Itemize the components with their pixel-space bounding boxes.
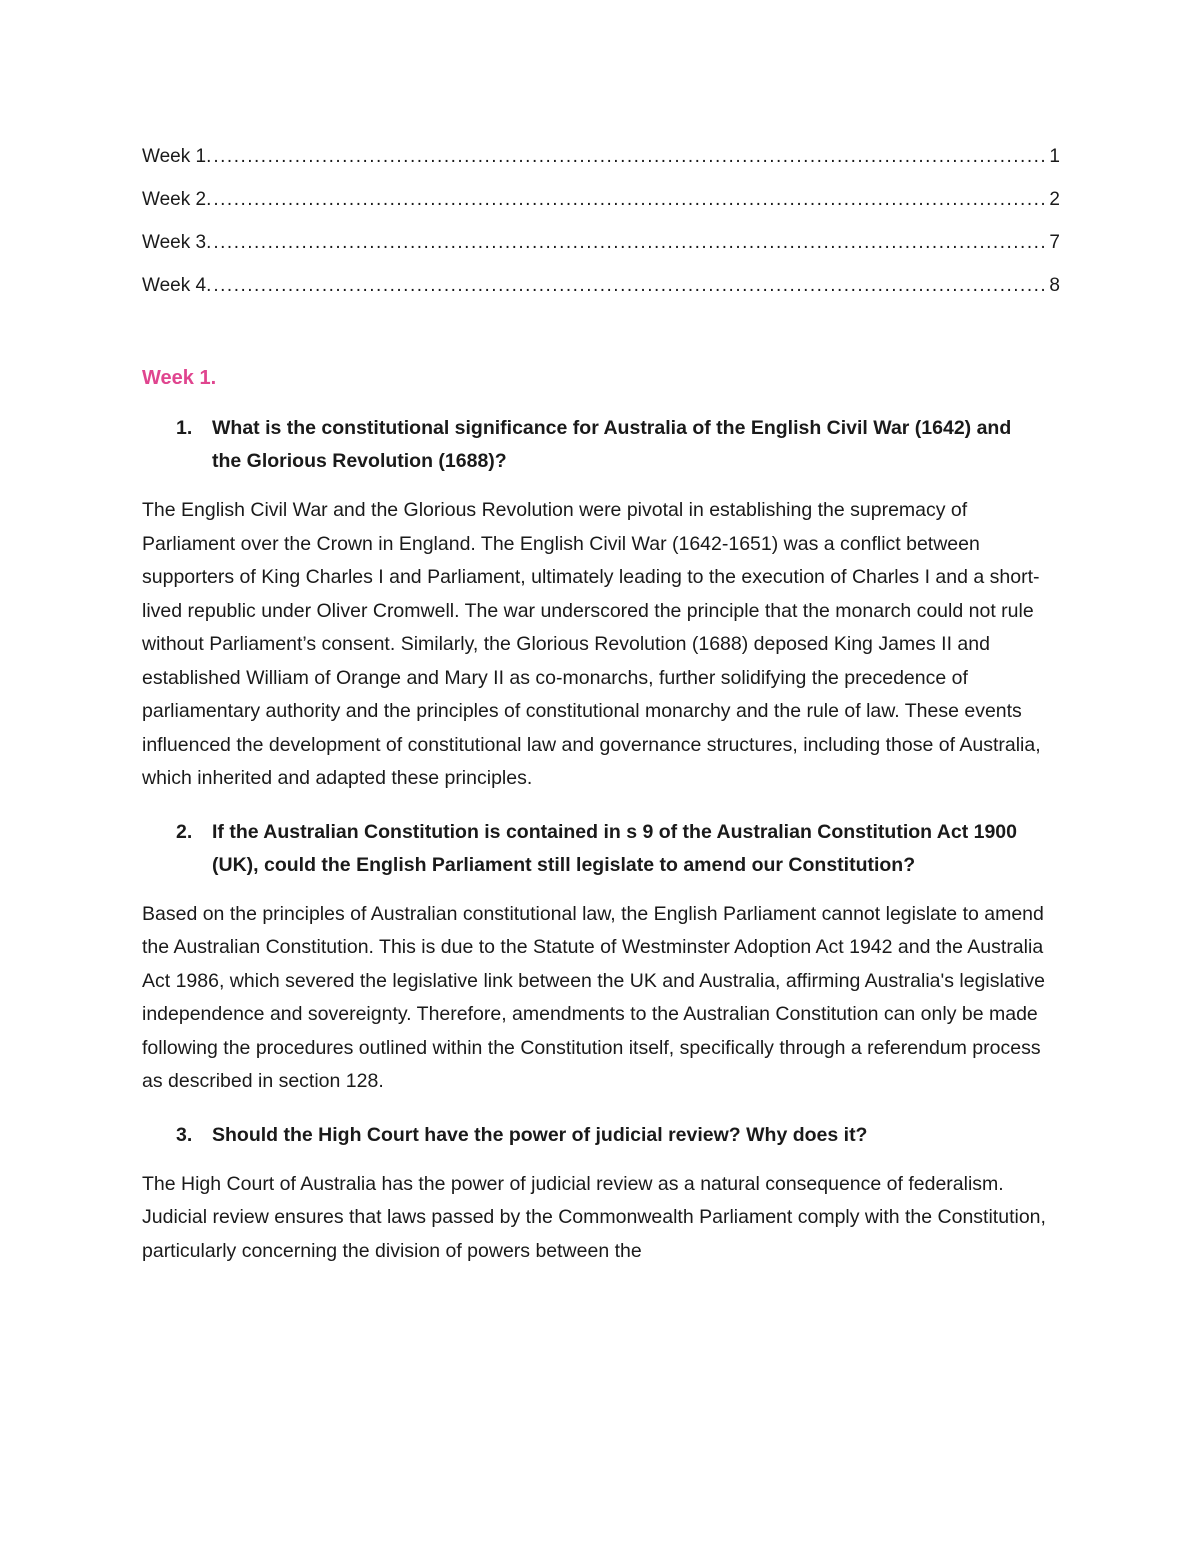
toc-entry[interactable] xyxy=(142,140,1060,183)
toc-leader-dots xyxy=(213,183,1047,217)
toc-entry-label: Week 2. xyxy=(142,189,212,210)
toc-leader-dots xyxy=(213,226,1047,260)
toc-entry-page: 8 xyxy=(1049,275,1060,296)
toc-entry[interactable] xyxy=(142,269,1060,312)
toc-entry-page: 1 xyxy=(1049,146,1060,167)
toc-entry[interactable] xyxy=(142,183,1060,226)
question-2 xyxy=(142,816,1060,882)
question-text: What is the constitutional significance for Australia of the English Civil War (1642) and the Glorious Revolution (1688)? xyxy=(212,417,1012,472)
toc-entry-page: 2 xyxy=(1049,189,1060,210)
toc-leader-dots xyxy=(213,140,1047,174)
week-1-section xyxy=(142,362,1060,1288)
question-text: Should the High Court have the power of judicial review? Why does it? xyxy=(212,1123,868,1146)
toc-entry-label: Week 4. xyxy=(142,275,212,296)
toc-leader-dots xyxy=(213,269,1047,303)
answer-paragraph: The High Court of Australia has the power of judicial review as a natural consequence of federalism. Judicial review ensures that laws passed by the Commonwealth Parliament comply with the Constitution, particularly concerning the division of powers between the xyxy=(142,1172,1046,1262)
section-heading: Week 1. xyxy=(142,367,217,389)
question-3 xyxy=(142,1119,1060,1152)
toc-entry[interactable] xyxy=(142,226,1060,269)
toc-entry-label: Week 3. xyxy=(142,232,212,253)
question-number: 2. xyxy=(176,820,193,843)
answer-paragraph: The English Civil War and the Glorious Revolution were pivotal in establishing the supremacy of Parliament over the Crown in England. The English Civil War (1642-1651) was a conflict between supporters of King Charles I and Parliament, ultimately leading to the execution of Charles I and a short-lived republic under Oliver Cromwell. The war underscored the principle that the monarch could not rule without Parliament’s consent. Similarly, the Glorious Revolution (1688) deposed King James II and established William of Orange and Mary II as co-monarchs, further solidifying the precedence of parliamentary authority and the principles of constitutional monarchy and the rule of law. These events influenced the development of constitutional law and governance structures, including those of Australia, which inherited and adapted these principles. xyxy=(142,499,1041,789)
question-text: If the Australian Constitution is contained in s 9 of the Australian Constitution Act 1900 (UK), could the English Parliament still legislate to amend our Constitution? xyxy=(212,820,1017,876)
question-1 xyxy=(142,412,1060,478)
table-of-contents xyxy=(142,140,1060,312)
toc-entry-page: 7 xyxy=(1049,232,1060,253)
question-number: 3. xyxy=(176,1123,193,1146)
answer-paragraph: Based on the principles of Australian constitutional law, the English Parliament cannot legislate to amend the Australian Constitution. This is due to the Statute of Westminster Adoption Act 1942 and the Australia Act 1986, which severed the legislative link between the UK and Australia, affirming Australia's legislative independence and sovereignty. Therefore, amendments to the Australian Constitution can only be made following the procedures outlined within the Constitution itself, specifically through a referendum process as described in section 128. xyxy=(142,902,1046,1092)
question-number: 1. xyxy=(176,417,193,439)
toc-entry-label: Week 1. xyxy=(142,146,212,167)
